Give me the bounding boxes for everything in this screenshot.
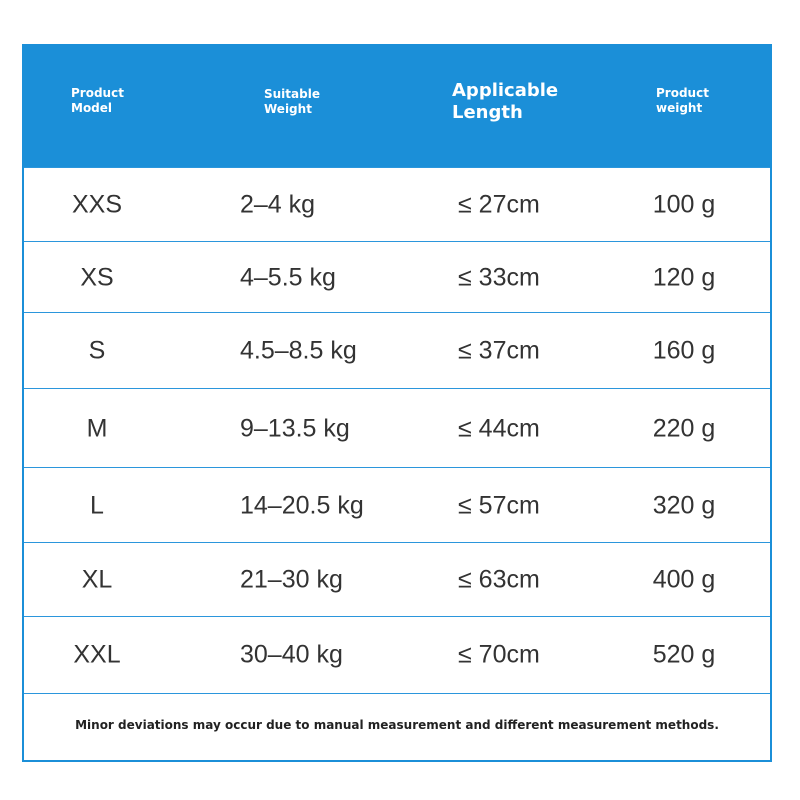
table-row — [24, 542, 770, 617]
cell-product-weight: 520 g — [652, 640, 716, 669]
cell-applicable-length: ≤ 37cm — [458, 336, 540, 365]
cell-model: M — [86, 414, 108, 442]
header-product-model: Product Model — [71, 86, 124, 115]
table-header — [24, 46, 770, 167]
cell-suitable-weight: 4–5.5 kg — [240, 263, 336, 291]
cell-applicable-length: ≤ 27cm — [458, 190, 540, 219]
cell-model: XXS — [71, 190, 123, 219]
cell-applicable-length: ≤ 33cm — [458, 263, 540, 291]
cell-suitable-weight: 14–20.5 kg — [240, 491, 364, 519]
table-row — [24, 467, 770, 543]
cell-product-weight: 160 g — [652, 336, 716, 365]
cell-model: XL — [81, 565, 113, 594]
cell-applicable-length: ≤ 63cm — [458, 565, 540, 594]
header-product-weight: Product weight — [656, 86, 709, 115]
size-chart-table — [22, 44, 772, 762]
cell-suitable-weight: 21–30 kg — [240, 565, 343, 594]
cell-applicable-length: ≤ 44cm — [458, 414, 540, 442]
table-row — [24, 241, 770, 313]
table-row — [24, 616, 770, 694]
header-applicable-length: Applicable Length — [452, 80, 559, 123]
cell-product-weight: 100 g — [652, 190, 716, 219]
cell-suitable-weight: 4.5–8.5 kg — [240, 336, 357, 365]
cell-product-weight: 320 g — [652, 491, 716, 519]
cell-applicable-length: ≤ 70cm — [458, 640, 540, 669]
table-row — [24, 388, 770, 468]
measurement-disclaimer: Minor deviations may occur due to manual measurement and different measurement methods. — [75, 718, 719, 732]
table-row — [24, 312, 770, 389]
cell-model: XXL — [73, 640, 121, 669]
cell-model: XS — [80, 263, 114, 291]
table-row — [24, 167, 770, 242]
cell-model: L — [90, 491, 104, 519]
header-suitable-weight: Suitable Weight — [264, 87, 320, 116]
cell-suitable-weight: 2–4 kg — [240, 190, 316, 219]
cell-suitable-weight: 30–40 kg — [240, 640, 343, 669]
cell-suitable-weight: 9–13.5 kg — [240, 414, 350, 442]
cell-applicable-length: ≤ 57cm — [458, 491, 540, 519]
cell-model: S — [88, 336, 106, 365]
cell-product-weight: 120 g — [652, 263, 716, 291]
cell-product-weight: 400 g — [652, 565, 716, 594]
cell-product-weight: 220 g — [652, 414, 716, 442]
